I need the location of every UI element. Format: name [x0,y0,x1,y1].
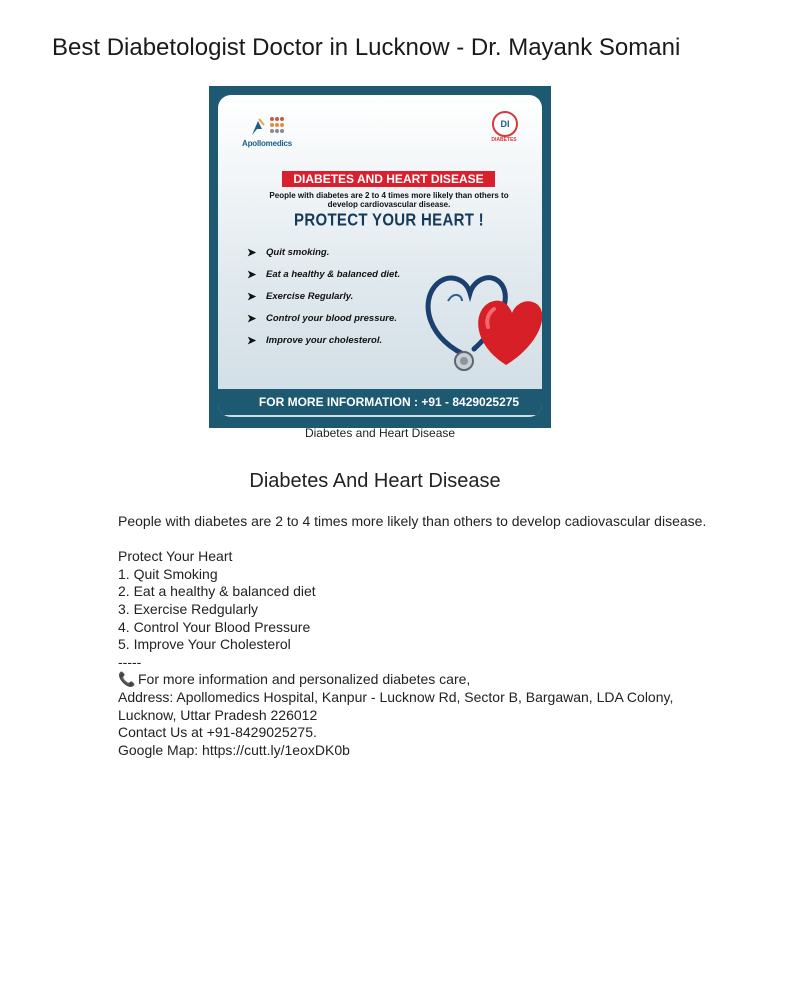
cta-text: For more information and personalized diabetes care, [138,671,471,688]
map-link-line: Google Map: https://cutt.ly/1eoxDK0b [118,741,350,758]
poster-bullet-text: Improve your cholesterol. [266,335,383,346]
cta-line [118,671,758,689]
diabetes-clinic-logo-mark: DI [492,111,518,137]
poster-bullet-list [247,247,400,357]
poster-bullet-text: Exercise Regularly. [266,291,354,302]
address-line-1: Address: Apollomedics Hospital, Kanpur - Lucknow Rd, Sector B, Bargawan, LDA Colony, [118,688,674,705]
apollomedics-logo-mark-icon [250,115,290,139]
poster-bullet [247,335,400,357]
telephone-receiver-icon: 📞 [118,671,136,688]
diabetes-clinic-logo [486,111,522,147]
arrow-icon: ➤ [247,291,257,303]
poster-intro-line-1: People with diabetes are 2 to 4 times more likely than others to [269,191,509,200]
section-title: Diabetes And Heart Disease [249,470,501,492]
list-item: 5. Improve Your Cholesterol [118,636,291,653]
list-item: 1. Quit Smoking [118,565,218,582]
poster-bullet [247,313,400,335]
heart-stethoscope-icon [408,261,542,373]
apollomedics-logo [242,113,312,149]
poster-bullet-text: Control your blood pressure. [266,313,397,324]
poster-bullet [247,247,400,269]
diabetes-heart-poster [209,86,551,428]
divider-text: ----- [118,653,142,670]
arrow-icon: ➤ [247,313,257,325]
arrow-icon: ➤ [247,269,257,281]
image-caption: Diabetes and Heart Disease [304,426,456,440]
address-line-2: Lucknow, Uttar Pradesh 226012 [118,706,318,723]
apollomedics-logo-text: Apollomedics [242,139,293,148]
diabetes-clinic-logo-text: DIABETES [491,137,517,143]
poster-headline: PROTECT YOUR HEART ! [294,210,484,231]
list-item: 4. Control Your Blood Pressure [118,618,311,635]
poster-banner: DIABETES AND HEART DISEASE [282,171,495,187]
poster-bullet-text: Quit smoking. [266,247,330,258]
poster-bullet [247,269,400,291]
protect-heading: Protect Your Heart [118,548,233,565]
article-body [118,513,758,759]
poster-contact-footer: FOR MORE INFORMATION : +91 - 8429025275 [218,389,542,415]
arrow-icon: ➤ [247,335,257,347]
contact-line: Contact Us at +91-8429025275. [118,724,317,741]
poster-intro-line-2: develop cardiovascular disease. [327,200,451,209]
arrow-icon: ➤ [247,247,257,259]
paragraph-spacer [118,531,758,549]
poster-bullet [247,291,400,313]
intro-paragraph: People with diabetes are 2 to 4 times more likely than others to develop cadiovascular disease. [118,513,707,529]
poster-intro [248,191,530,209]
list-item: 3. Exercise Redgularly [118,600,259,617]
poster-bullet-text: Eat a healthy & balanced diet. [266,269,401,280]
list-item: 2. Eat a healthy & balanced diet [118,583,316,600]
poster-panel [218,95,542,417]
page-title: Best Diabetologist Doctor in Lucknow - Dr. Mayank Somani [52,34,681,61]
